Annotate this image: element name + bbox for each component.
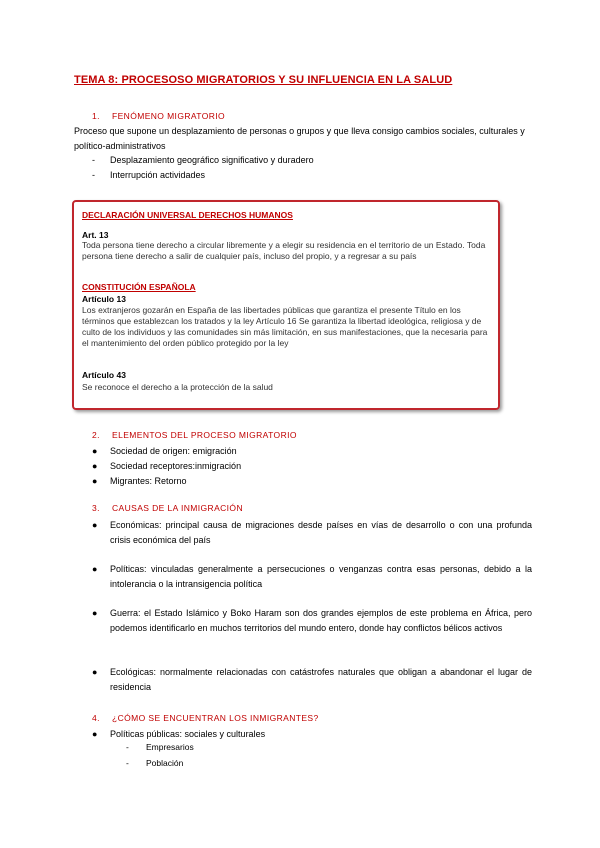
list-item: ● Sociedad de origen: emigración xyxy=(92,446,237,456)
section-number: 1. xyxy=(92,111,100,121)
section-1-paragraph: Proceso que supone un desplazamiento de personas o grupos y que lleva consigo cambios sociales, culturales y político-administrativos xyxy=(74,126,525,151)
section-1-heading xyxy=(92,111,225,121)
section-number: 3. xyxy=(92,503,100,513)
article-text: Se reconoce el derecho a la protección de la salud xyxy=(82,382,273,392)
list-item: - Interrupción actividades xyxy=(92,170,206,180)
section-title: FENÓMENO MIGRATORIO xyxy=(112,111,226,121)
sub-list-item: - Población xyxy=(126,758,184,768)
list-item: ● Ecológicas: normalmente relacionadas con catástrofes naturales que obligan a abandonar el lugar de residencia xyxy=(92,667,532,692)
list-item: ● Sociedad receptores:inmigración xyxy=(92,461,242,471)
list-item: ● Económicas: principal causa de migraciones desde países en vías de desarrollo o con una profunda crisis económica del país xyxy=(92,520,532,545)
section-title: CAUSAS DE LA INMIGRACIÓN xyxy=(112,503,243,513)
article-label: Art. 13 xyxy=(82,230,109,240)
section-number: 2. xyxy=(92,430,100,440)
section-title: ¿CÓMO SE ENCUENTRAN LOS INMIGRANTES? xyxy=(112,713,319,723)
box-heading-constitution: CONSTITUCIÓN ESPAÑOLA xyxy=(82,282,196,292)
rights-box xyxy=(72,200,500,410)
article-text: Los extranjeros gozarán en España de las libertades públicas que garantiza el presente Título en los términos que establezcan los tratados y la ley Artículo 16 Se garantiza la libertad ideológica, religiosa y de culto de los individuos y las comunidades sin más limitación, en sus manifestaciones, que la necesaria para el mantenimiento del orden público protegido por la ley xyxy=(82,305,488,348)
list-item: ● Migrantes: Retorno xyxy=(92,476,187,486)
list-item: ● Políticas públicas: sociales y culturales xyxy=(92,729,266,739)
list-item: ● Guerra: el Estado Islámico y Boko Haram son dos grandes ejemplos de este problema en África, pero podemos identificarlo en muchos territorios del mundo entero, donde hay conflictos bélicos activos xyxy=(92,608,532,633)
article-label: Artículo 13 xyxy=(82,294,126,304)
section-4-heading xyxy=(92,713,319,723)
sub-list-item: - Empresarios xyxy=(126,742,194,752)
article-text: Toda persona tiene derecho a circular libremente y a elegir su residencia en el territorio de un Estado. Toda persona tiene derecho a salir de cualquier país, incluso del propio, y a regresar a su país xyxy=(82,240,486,261)
list-item: ● Políticas: vinculadas generalmente a persecuciones o venganzas contra esas personas, debido a la intolerancia o la intransigencia política xyxy=(92,564,532,589)
article-label: Artículo 43 xyxy=(82,370,126,380)
section-number: 4. xyxy=(92,713,100,723)
page-title: TEMA 8: PROCESOSO MIGRATORIOS Y SU INFLUENCIA EN LA SALUD xyxy=(74,74,453,86)
section-3-heading xyxy=(92,503,243,513)
section-2-heading xyxy=(92,430,297,440)
box-heading-udhr: DECLARACIÓN UNIVERSAL DERECHOS HUMANOS xyxy=(82,210,293,220)
list-item: - Desplazamiento geográfico significativo y duradero xyxy=(92,155,314,165)
section-title: ELEMENTOS DEL PROCESO MIGRATORIO xyxy=(112,430,297,440)
